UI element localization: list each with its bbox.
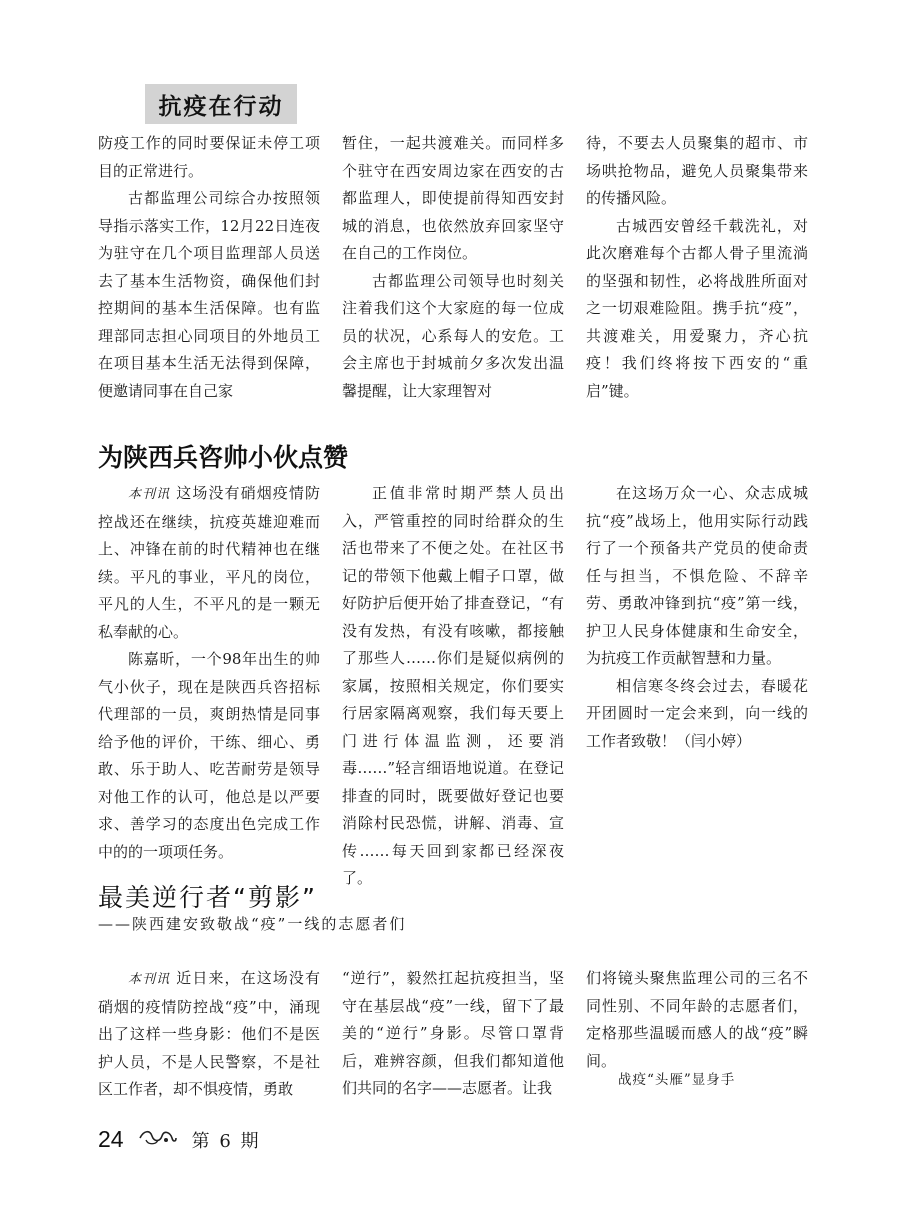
article1-column-1 [98,130,320,405]
section-label-box [145,84,297,124]
paragraph [98,480,320,646]
section-label: 抗疫在行动 [158,93,284,120]
article2-title: 为陕西兵咨帅小伙点赞 [98,443,349,472]
issue-label: 第 6 期 [191,1130,261,1152]
paragraph: 相信寒冬终会过去，春暖花开团圆时一定会来到，向一线的工作者致敬！（闫小婷） [586,676,808,750]
paragraph: 待，不要去人员聚集的超市、市场哄抢物品，避免人员聚集带来的传播风险。 [586,134,808,207]
article2-column-2 [342,480,564,893]
photo-caption: 战疫“头雁”显身手 [618,1072,736,1088]
page-footer [98,1126,261,1153]
article3-column-1 [98,965,320,1104]
paragraph-text: 近日来，在这场没有硝烟的疫情防控战“疫”中，涌现出了这样一些身影：他们不是医护人员，不是人民警察，不是社区工作者，却不惧疫情，勇敢 [98,969,320,1098]
paragraph: 防疫工作的同时要保证未停工项目的正常进行。 [98,134,320,180]
article3-title: 最美逆行者“剪影” [98,883,317,912]
paragraph: 在这场万众一心、众志成城抗“疫”战场上，他用实际行动践行了一个预备共产党员的使命责任与担当，不惧危险、不辞辛劳、勇敢冲锋到抗“疫”第一线，护卫人民身体健康和生命安全，为抗疫工作贡献智慧和力量。 [586,484,808,667]
article1-column-2 [342,130,564,405]
paragraph: 暂住，一起共渡难关。而同样多个驻守在西安周边家在西安的古都监理人，即使提前得知西安封城的消息，也依然放弃回家坚守在自己的工作岗位。 [342,134,564,262]
decorative-ornament-icon [138,1128,178,1152]
paragraph-text: 这场没有硝烟疫情防控战还在继续，抗疫英雄迎难而上、冲锋在前的时代精神也在继续。平凡的事业，平凡的岗位，平凡的人生，不平凡的是一颗无私奉献的心。 [98,484,320,641]
page-number: 24 [98,1126,124,1152]
paragraph: 们将镜头聚焦监理公司的三名不同性别、不同年龄的志愿者们，定格那些温暖而感人的战“疫”瞬间。 [586,969,808,1070]
paragraph: “逆行”，毅然扛起抗疫担当，坚守在基层战“疫”一线，留下了最美的“逆行”身影。尽管口罩背后，难辨容颜，但我们都知道他们共同的名字——志愿者。让我 [342,969,564,1097]
article3-column-3 [586,965,808,1075]
paragraph: 正值非常时期严禁人员出入，严管重控的同时给群众的生活也带来了不便之处。在社区书记的带领下他戴上帽子口罩，做好防护后便开始了排查登记，“有没有发热，有没有咳嗽，都接触了那些人……你们是疑似病例的家属，按照相关规定，你们要实行居家隔离观察，我们每天要上门进行体温监测，还要消毒……”轻言细语地说道。在登记排查的同时，既要做好登记也要消除村民恐慌，讲解、消毒、宣传……每天回到家都已经深夜了。 [342,484,564,887]
paragraph: 古都监理公司领导也时刻关注着我们这个大家庭的每一位成员的状况，心系每人的安危。工会主席也于封城前夕多次发出温馨提醒，让大家理智对 [342,271,564,400]
paragraph [98,965,320,1104]
paragraph: 陈嘉昕，一个98年出生的帅气小伙子，现在是陕西兵咨招标代理部的一员，爽朗热情是同事给予他的评价，干练、细心、勇敢、乐于助人、吃苦耐劳是领导对他工作的认可，他总是以严要求、善学习的态度出色完成工作中的的一项项任务。 [98,650,320,861]
news-lead: 本刊讯 [128,972,171,987]
paragraph: 古城西安曾经千载洗礼，对此次磨难每个古都人骨子里流淌的坚强和韧性，必将战胜所面对之一切艰难险阻。携手抗“疫”，共渡难关，用爱聚力，齐心抗疫！我们终将按下西安的“重启”键。 [586,216,808,400]
news-lead: 本刊讯 [128,487,171,502]
paragraph: 古都监理公司综合办按照领导指示落实工作，12月22日连夜为驻守在几个项目监理部人员送去了基本生活物资，确保他们封控期间的基本生活保障。也有监理部同志担心同项目的外地员工在项目基本生活无法得到保障，便邀请同事在自己家 [98,189,320,400]
article3-subtitle: ——陕西建安致敬战“疫”一线的志愿者们 [98,915,407,933]
article3-column-2 [342,965,564,1103]
article2-column-1 [98,480,320,866]
article2-column-3 [586,480,808,755]
article1-column-3 [586,130,808,405]
